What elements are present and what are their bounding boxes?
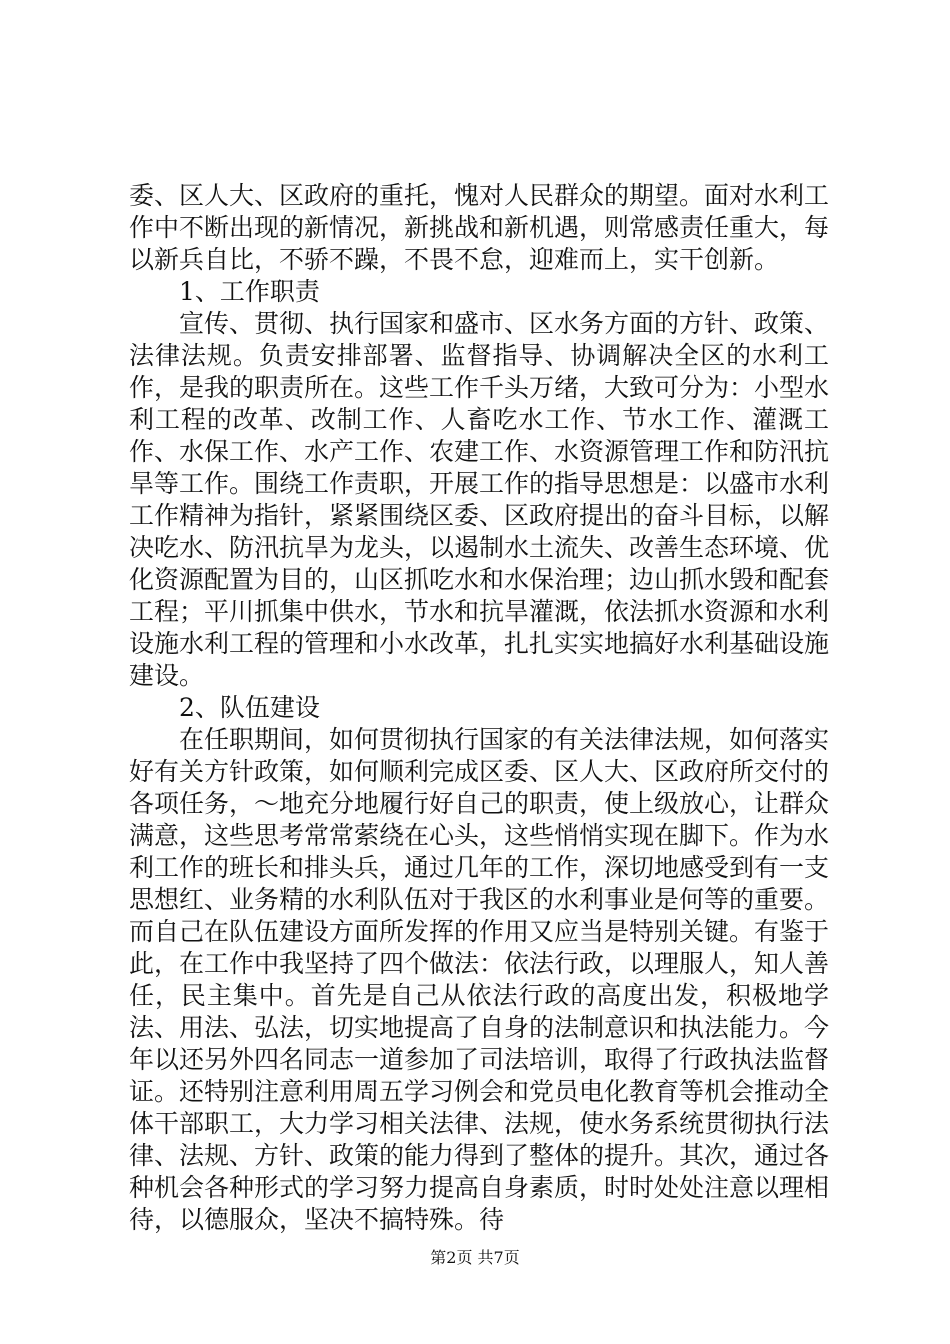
paragraph-work-duties: 宣传、贯彻、执行国家和盛市、区水务方面的方针、政策、法律法规。负责安排部署、监督指导、协调解决全区的水利工作，是我的职责所在。这些工作千头万绪，大致可分为：小型水利工程的改革、改制工作、人畜吃水工作、节水工作、灌溉工作、水保工作、水产工作、农建工作、水资源管理工作和防汛抗旱等工作。围绕工作责职，开展工作的指导思想是：以盛市水利工作精神为指针，紧紧围绕区委、区政府提出的奋斗目标，以解决吃水、防汛抗旱为龙头，以遏制水土流失、改善生态环境、优化资源配置为目的，山区抓吃水和水保治理；边山抓水毁和配套工程；平川抓集中供水，节水和抗旱灌溉，依法抓水资源和水利设施水利工程的管理和小水改革，扎扎实实地搞好水利基础设施建设。 [129, 309, 830, 690]
page-footer: 第2页 共7页 [430, 1248, 520, 1267]
paragraph-team-building: 在任职期间，如何贯彻执行国家的有关法律法规，如何落实好有关方针政策，如何顺利完成区委、区人大、区政府所交付的各项任务，～地充分地履行好自己的职责，使上级放心，让群众满意，这些思考常常萦绕在心头，这些悄悄实现在脚下。作为水利工作的班长和排头兵，通过几年的工作，深切地感受到有一支思想红、业务精的水利队伍对于我区的水利事业是何等的重要。而自己在队伍建设方面所发挥的作用又应当是特别关键。有鉴于此，在工作中我坚持了四个做法：依法行政，以理服人，知人善任，民主集中。首先是自己从依法行政的高度出发，积极地学法、用法、弘法，切实地提高了自身的法制意识和执法能力。今年以还另外四名同志一道参加了司法培训，取得了行政执法监督证。还特别注意利用周五学习例会和党员电化教育等机会推动全体干部职工，大力学习相关法律、法规，使水务系统贯彻执行法律、法规、方针、政策的能力得到了整体的提升。其次，通过各种机会各种形式的学习努力提高自身素质，时时处处注意以理相待，以德服众，坚决不搞特殊。待 [129, 725, 830, 1234]
paragraph-continuation: 委、区人大、区政府的重托，愧对人民群众的期望。面对水利工作中不断出现的新情况，新挑战和新机遇，则常感责任重大，每以新兵自比，不骄不躁，不畏不怠，迎难而上，实干创新。 [129, 181, 830, 274]
section-heading-work-duties: 1、工作职责 [179, 277, 320, 306]
section-heading-team-building: 2、队伍建设 [179, 693, 320, 722]
document-body [129, 180, 829, 1236]
